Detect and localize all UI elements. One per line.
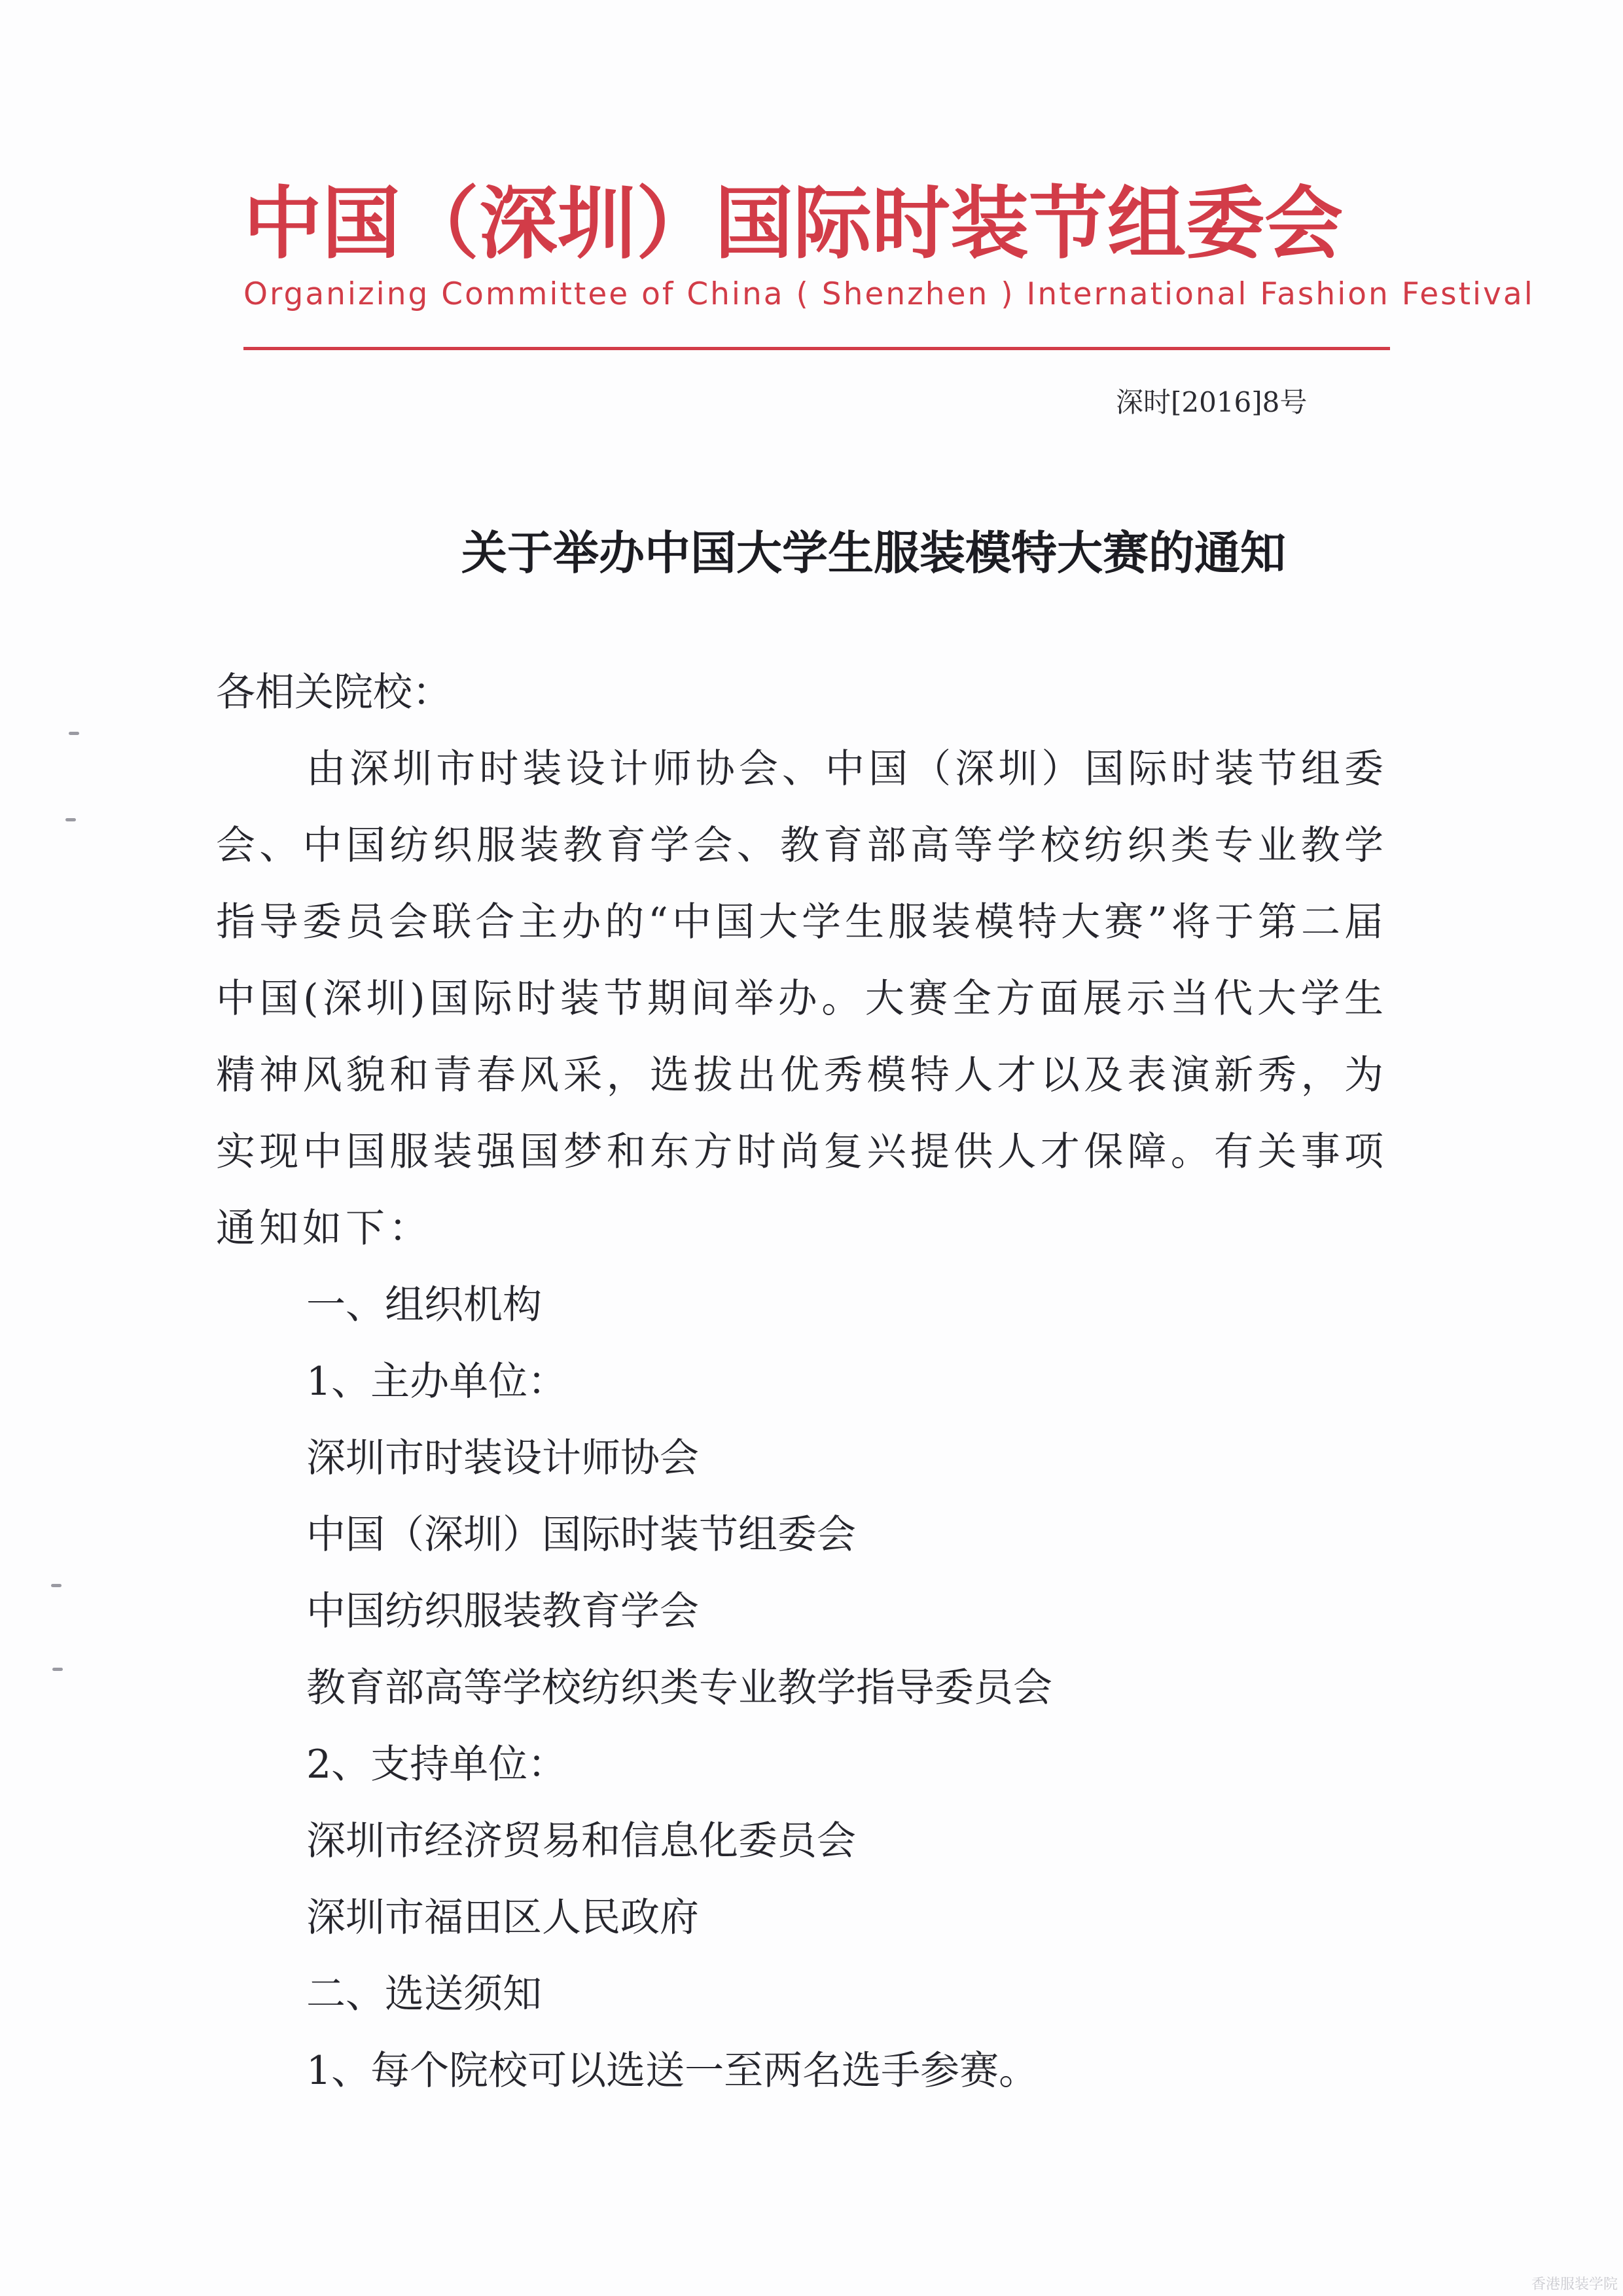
supporter-item: 深圳市经济贸易和信息化委员会 <box>306 1818 856 1864</box>
letterhead-divider <box>243 347 1390 350</box>
document-body <box>216 655 1387 2109</box>
intro-paragraph: 由深圳市时装设计师协会、中国（深圳）国际时装节组委会、中国纺织服装教育学会、教育部高等学校纺织类专业教学指导委员会联合主办的“中国大学生服装模特大赛”将于第二届中国(深圳)国际时装节期间举办。大赛全方面展示当代大学生精神风貌和青春风采，选拔出优秀模特人才以及表演新秀，为实现中国服装强国梦和东方时尚复兴提供人才保障。有关事项通知如下： <box>216 746 1387 1251</box>
supporter-item: 深圳市福田区人民政府 <box>306 1895 699 1941</box>
supporters-heading: 2、支持单位： <box>306 1742 567 1787</box>
watermark-text: 香港服装学院 <box>1531 2276 1618 2293</box>
document-title: 关于举办中国大学生服装模特大赛的通知 <box>461 526 1286 580</box>
organizer-item: 深圳市时装设计师协会 <box>306 1435 699 1481</box>
section2-heading: 二、选送须知 <box>306 1971 542 2017</box>
scan-speck <box>51 1584 62 1587</box>
scan-speck <box>69 732 79 735</box>
section2-item: 1、每个院校可以选送一至两名选手参赛。 <box>306 2048 1039 2094</box>
scan-speck <box>65 818 76 821</box>
organizer-item: 中国纺织服装教育学会 <box>306 1588 699 1634</box>
letterhead-title-cn: 中国（深圳）国际时装节组委会 <box>243 179 1343 270</box>
organizer-item: 教育部高等学校纺织类专业教学指导委员会 <box>306 1665 1052 1711</box>
document-number: 深时[2016]8号 <box>1116 386 1308 418</box>
scan-speck <box>52 1668 63 1671</box>
salutation: 各相关院校： <box>216 670 452 715</box>
organizer-item: 中国（深圳）国际时装节组委会 <box>306 1512 856 1558</box>
section1-heading: 一、组织机构 <box>306 1282 542 1328</box>
letterhead-title-en: Organizing Committee of China ( Shenzhen ) International Fashion Festival <box>243 276 1535 312</box>
organizers-heading: 1、主办单位： <box>306 1359 567 1405</box>
